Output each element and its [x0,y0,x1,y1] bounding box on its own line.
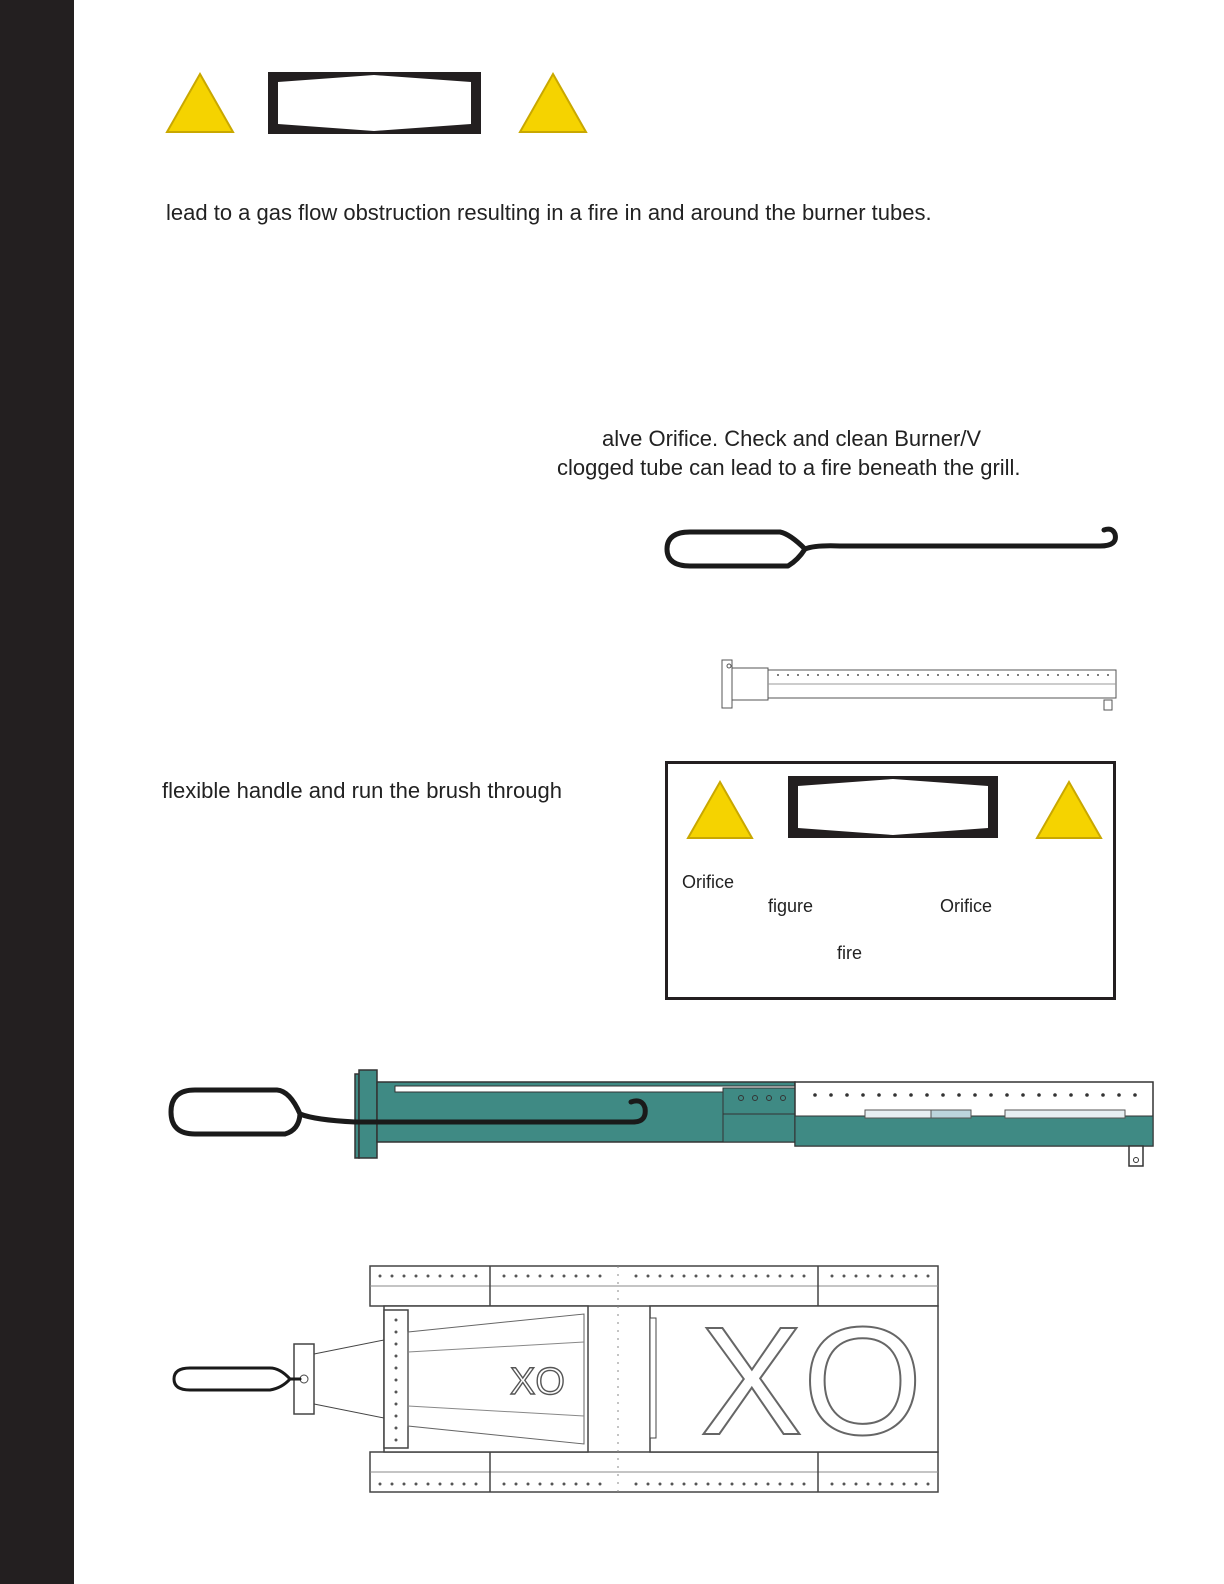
burner-tube-small-illustration [718,656,1122,716]
warning-triangle-icon [517,70,589,136]
warning-word-orifice: Orifice [940,896,993,916]
warning-word-orifice: Orifice [682,872,735,892]
warning-word-figure: figure [768,896,814,916]
page-sidebar-bar [0,0,74,1584]
burner-logo-small: XO [510,1361,565,1403]
warning-banner-frame [788,776,998,838]
orifice-warning-box [665,761,1116,1000]
warning-triangle-icon [685,778,755,842]
orifice-text-line-1: alve Orifice. Check and clean Burner/V [602,426,982,451]
warning-triangle-icon [164,70,236,136]
brush-instruction-text: flexible handle and run the brush through [162,778,562,803]
warning-banner-frame [268,72,481,134]
burner-assembly-top-view-illustration [170,1262,946,1498]
burner-tube-with-brush-illustration [165,1064,1175,1176]
burner-logo-large: XO [700,1295,923,1467]
warning-word-fire: fire [837,943,863,963]
orifice-text-line-2: clogged tube can lead to a fire beneath the grill. [557,455,1021,480]
warning-triangle-icon [1034,778,1104,842]
burner-obstruction-text: lead to a gas flow obstruction resulting in a fire in and around the burner tubes. [166,200,932,225]
venturi-brush-illustration [660,518,1122,574]
